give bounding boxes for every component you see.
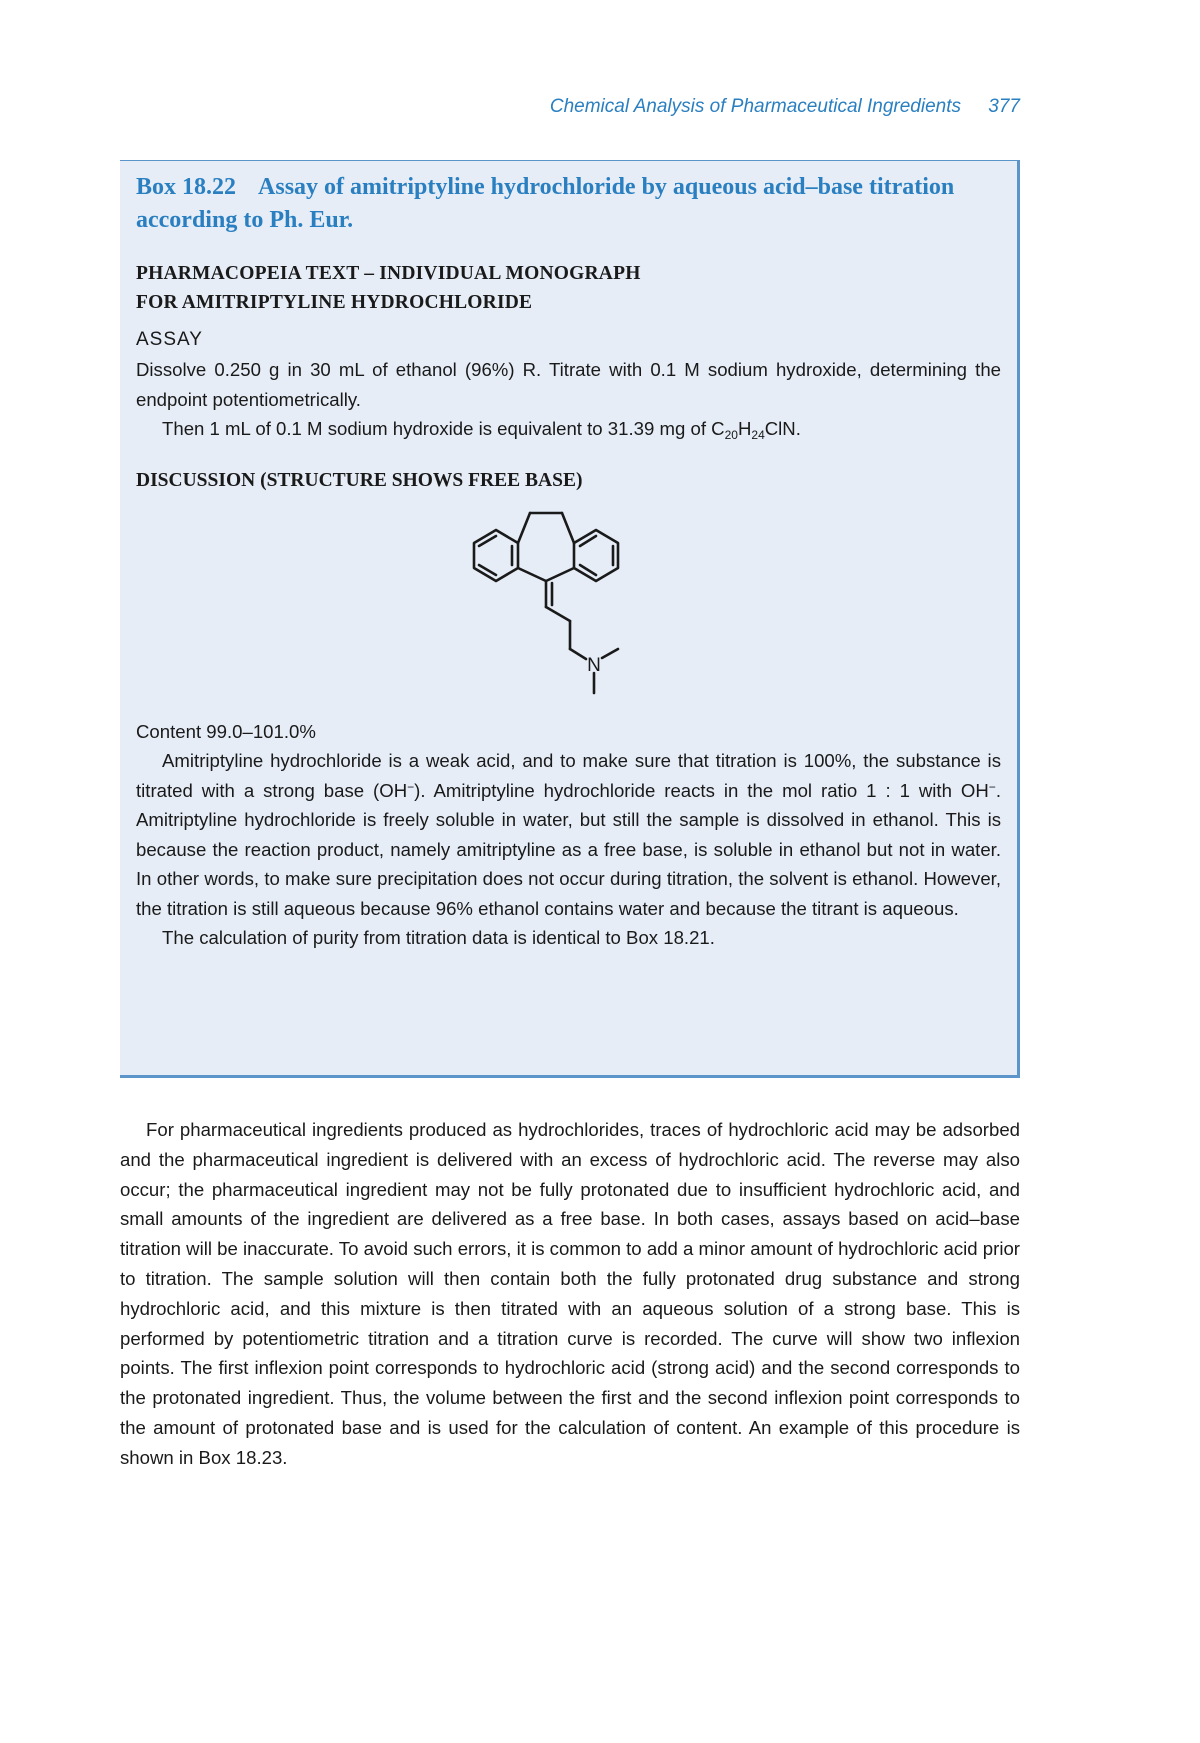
monograph-heading (136, 259, 1001, 317)
box-title-text: Assay of amitriptyline hydrochloride by aqueous acid–base titration according to Ph. Eur. (136, 174, 955, 233)
running-head-title: Chemical Analysis of Pharmaceutical Ingredients (549, 96, 962, 117)
superscript-minus: − (407, 779, 415, 794)
running-head (120, 96, 1020, 118)
body-paragraph: For pharmaceutical ingredients produced as hydrochlorides, traces of hydrochloric acid may be adsorbed and the pharmaceutical ingredient is delivered with an excess of hydrochloric acid. The reverse may also occur; the pharmaceutical ingredient may not be fully protonated due to insufficient hydrochloric acid, and small amounts of the ingredient are delivered as a free base. In both cases, assays based on acid–base titration will be inaccurate. To avoid such errors, it is common to add a minor amount of hydrochloric acid prior to titration. The sample solution will then contain both the fully protonated drug substance and strong hydrochloric acid, and this mixture is then titrated with an aqueous solution of a strong base. This is performed by potentiometric titration and a titration curve is recorded. The curve will show two inflexion points. The first inflexion point corresponds to hydrochloric acid (strong acid) and the second corresponds to the protonated ingredient. Thus, the volume between the first and the second inflexion point corresponds to the amount of protonated base and is used for the calculation of content. An example of this procedure is shown in Box 18.23. (120, 1119, 1020, 1468)
methyl-bond (602, 649, 618, 658)
side-chain-bond (546, 607, 570, 621)
discussion-heading: DISCUSSION (STRUCTURE SHOWS FREE BASE) (136, 469, 583, 491)
page-number: 377 (988, 96, 1020, 117)
monograph-heading-line2: FOR AMITRIPTYLINE HYDROCHLORIDE (136, 292, 533, 313)
box-title (136, 171, 1001, 237)
discussion-p1-part-b: ). Amitriptyline hydrochloride reacts in the mol ratio 1 : 1 with OH (414, 779, 989, 801)
content-line: Content 99.0–101.0% (136, 720, 316, 742)
formula-subscript-h: 24 (751, 428, 765, 442)
bridge-bond (546, 568, 574, 581)
formula-suffix: ClN. (764, 418, 801, 439)
equivalence-prefix: Then 1 mL of 0.1 M sodium hydroxide is equivalent to 31.39 mg of C (162, 418, 725, 439)
formula-h: H (737, 418, 752, 439)
bridge-bond (562, 513, 574, 543)
discussion-p1-part-a: Amitriptyline hydrochloride is a weak acid, and to make sure that titration is 100%, the substance is titrated with a strong base (OH (136, 750, 1001, 801)
discussion-paragraph-2: The calculation of purity from titration data is identical to Box 18.21. (162, 927, 715, 948)
box-18-22 (120, 160, 1020, 1078)
nitrogen-atom-label: N (587, 654, 601, 676)
discussion-paragraph-1 (136, 746, 1001, 923)
side-chain-bond (570, 649, 586, 659)
superscript-minus: − (988, 779, 996, 794)
monograph-heading-line1: PHARMACOPEIA TEXT – INDIVIDUAL MONOGRAPH (136, 263, 641, 284)
formula-subscript-c: 20 (724, 428, 738, 442)
bridge-bond (518, 513, 530, 543)
assay-label: ASSAY (136, 329, 203, 350)
equivalence-text (136, 414, 1001, 444)
bridge-bond (518, 568, 546, 581)
assay-text: Dissolve 0.250 g in 30 mL of ethanol (96%) R. Titrate with 0.1 M sodium hydroxide, determining the endpoint potentiometrically. (136, 359, 1001, 410)
discussion-p1-part-c: . Amitriptyline hydrochloride is freely soluble in water, but still the sample is dissolved in ethanol. This is because the reaction product, namely amitriptyline as a free base, is soluble in ethanol but not in water. In other words, to make sure precipitation does not occur during titration, the solvent is ethanol. However, the titration is still aqueous because 96% ethanol contains water and because the titrant is aqueous. (136, 779, 1001, 919)
right-benzene-ring (574, 530, 618, 581)
box-number: Box 18.22 (136, 174, 237, 200)
amitriptyline-structure (464, 503, 644, 703)
